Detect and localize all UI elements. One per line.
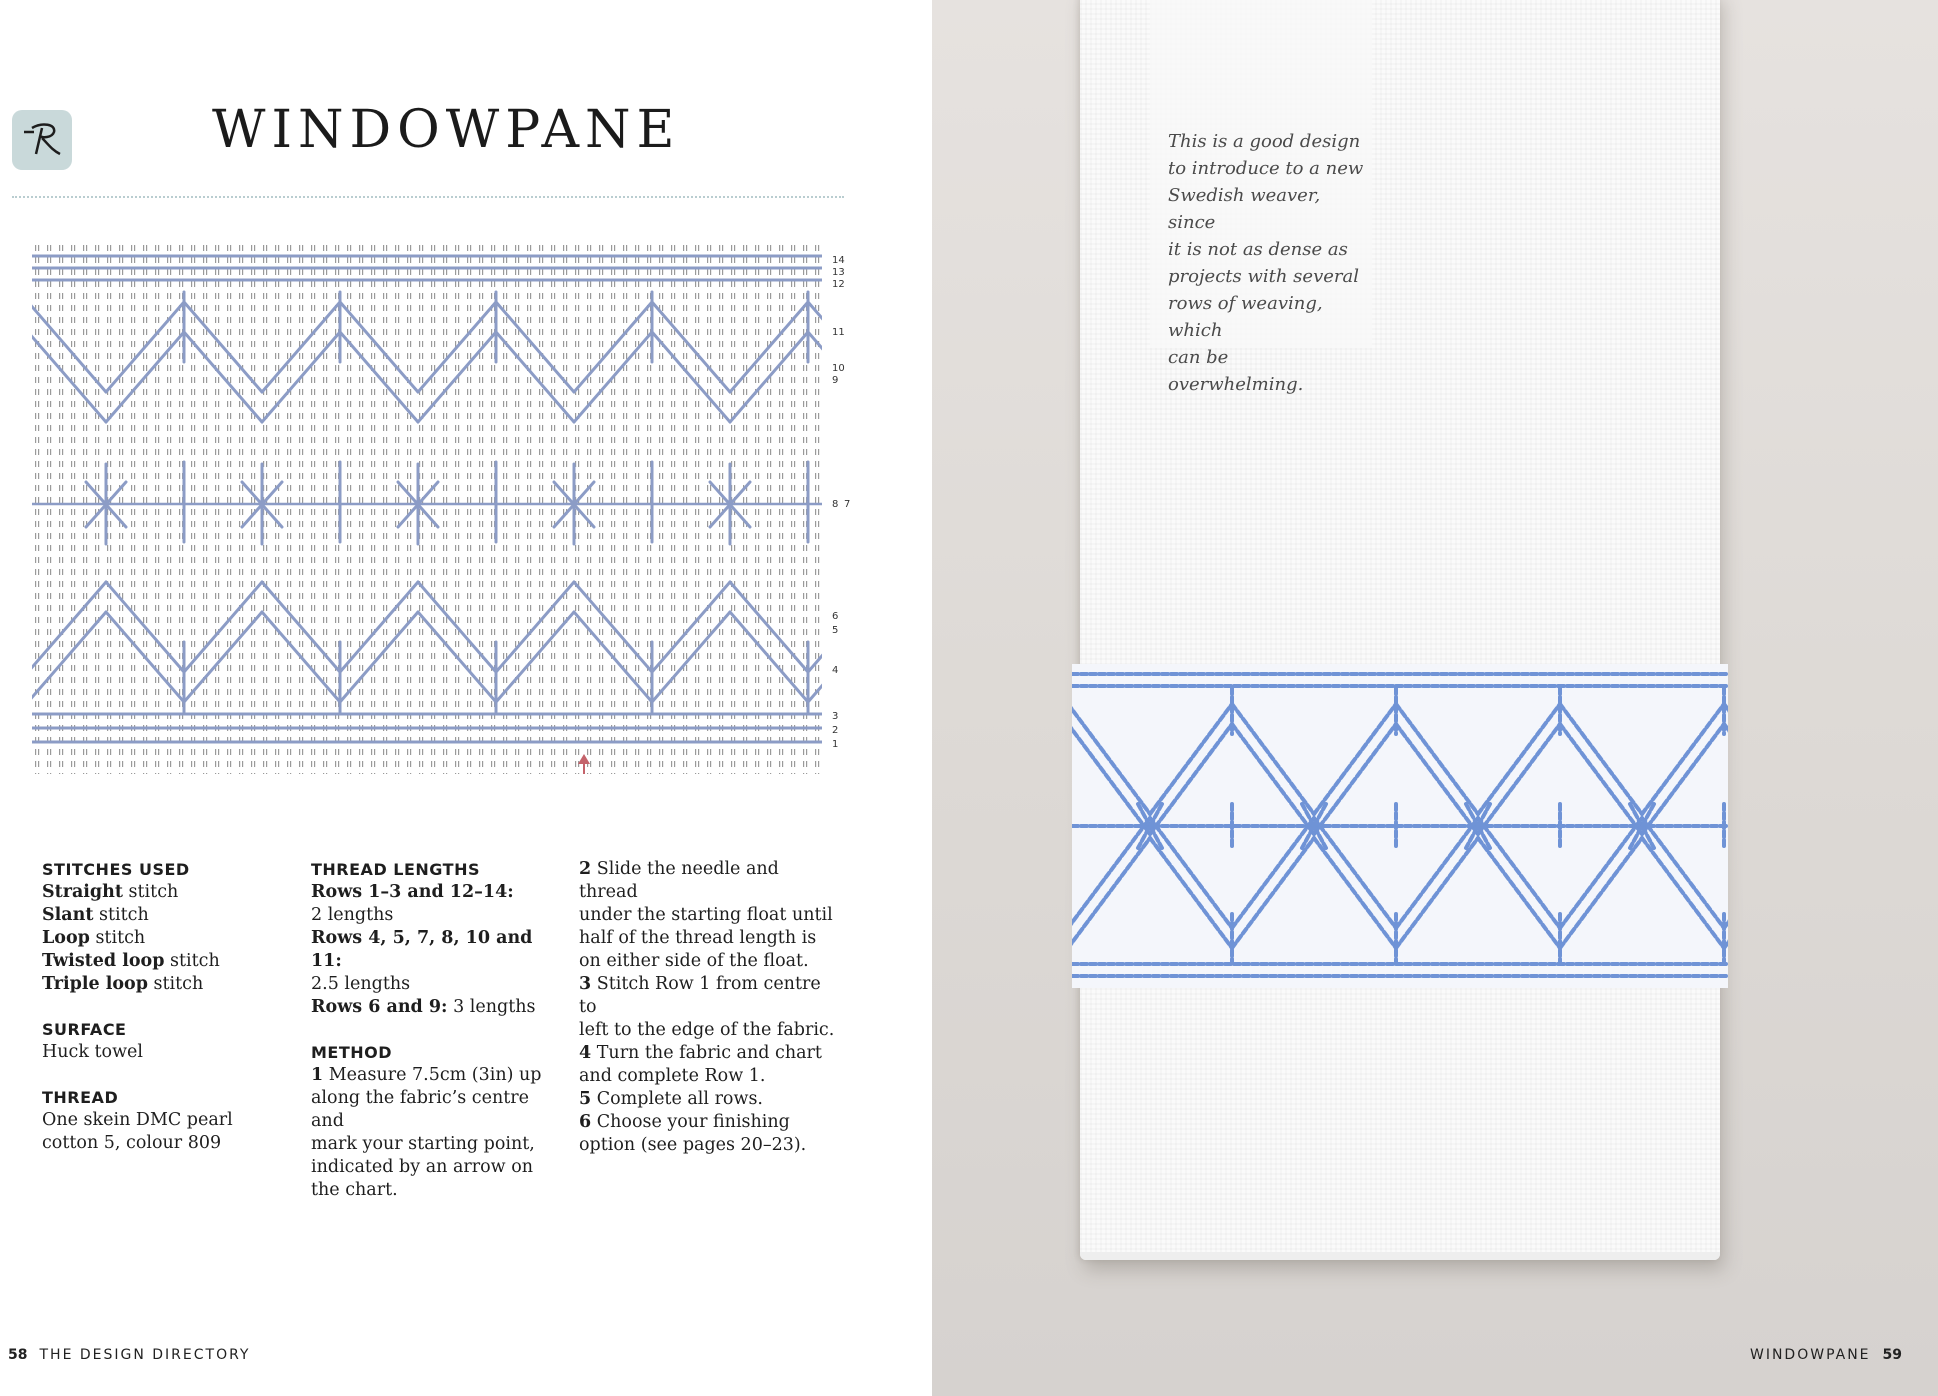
thread-heading: THREAD [42,1088,119,1107]
surface-text: Huck towel [42,1042,144,1062]
chart-row-labels [832,242,872,762]
footer-title: WINDOWPANE [1749,1347,1871,1363]
method-step-1: 1 Measure 7.5cm (3in) up along the fabric’s centre and mark your starting point, indicated by an arrow on the chart. [311,1065,542,1200]
row-label-13: 13 [832,267,845,278]
row-label-5: 5 [832,625,839,636]
page-title: WINDOWPANE [212,100,681,160]
row-label-9: 9 [832,375,839,386]
row-label-11: 11 [832,327,845,338]
page-number-left: 58 [8,1347,28,1363]
thread-line-2: cotton 5, colour 809 [42,1133,222,1153]
thread-length-label: Rows 1–3 and 12–14: [311,882,514,902]
row-label-14: 14 [832,255,845,266]
logo-badge [12,110,72,170]
method-step-3: 3 Stitch Row 1 from centre to left to the edge of the fabric. [579,974,835,1040]
footer-right [1750,1347,1902,1363]
row-label-1: 1 [832,739,839,750]
method-step-5: 5 Complete all rows. [579,1089,763,1109]
thread-length-value: 2 lengths [311,905,394,925]
row-label-3: 3 [832,711,839,722]
section-name: THE DESIGN DIRECTORY [39,1347,251,1363]
row-label-12: 12 [832,279,845,290]
thread-lengths-heading: THREAD LENGTHS [311,860,480,879]
page-number-right: 59 [1882,1347,1902,1363]
towel-hem [1080,1252,1720,1260]
thread-length-value: 2.5 lengths [311,974,411,994]
method-heading: METHOD [311,1043,393,1062]
thread-length-line: Rows 6 and 9: 3 lengths [311,997,536,1017]
column-3 [579,858,839,1157]
column-1 [42,858,272,1155]
dotted-divider [12,196,844,198]
stitch-item: Triple loop stitch [42,974,204,994]
method-step-6: 6 Choose your finishing option (see pages 20–23). [579,1112,807,1155]
stitch-item: Slant stitch [42,905,149,925]
thread-line-1: One skein DMC pearl [42,1110,233,1130]
method-step-2: 2 Slide the needle and thread under the starting float until half of the thread length is on either side of the float. [579,859,833,971]
surface-heading: SURFACE [42,1020,127,1039]
row-label-2: 2 [832,725,839,736]
row-label-4: 4 [832,665,839,676]
needle-thread-icon [20,120,64,160]
stitch-chart [32,242,822,774]
footer-left [8,1347,251,1363]
stitch-item: Twisted loop stitch [42,951,220,971]
left-page [0,0,932,1396]
stitch-item: Loop stitch [42,928,146,948]
row-label-8: 8 [832,499,839,510]
column-2 [311,858,561,1202]
thread-length-label: Rows 4, 5, 7, 8, 10 and 11: [311,928,533,971]
right-page [932,0,1938,1396]
row-label-10: 10 [832,363,845,374]
stitch-item: Straight stitch [42,882,179,902]
row-label-7: 7 [844,499,851,510]
embroidered-band [1072,664,1728,988]
method-step-4: 4 Turn the fabric and chart and complete Row 1. [579,1043,822,1086]
stitches-used-heading: STITCHES USED [42,860,190,879]
row-label-6: 6 [832,611,839,622]
photo-caption: This is a good design to introduce to a new Swedish weaver, since it is not as dense as projects with several rows of weaving, which can be overwhelming. [1168,131,1364,395]
